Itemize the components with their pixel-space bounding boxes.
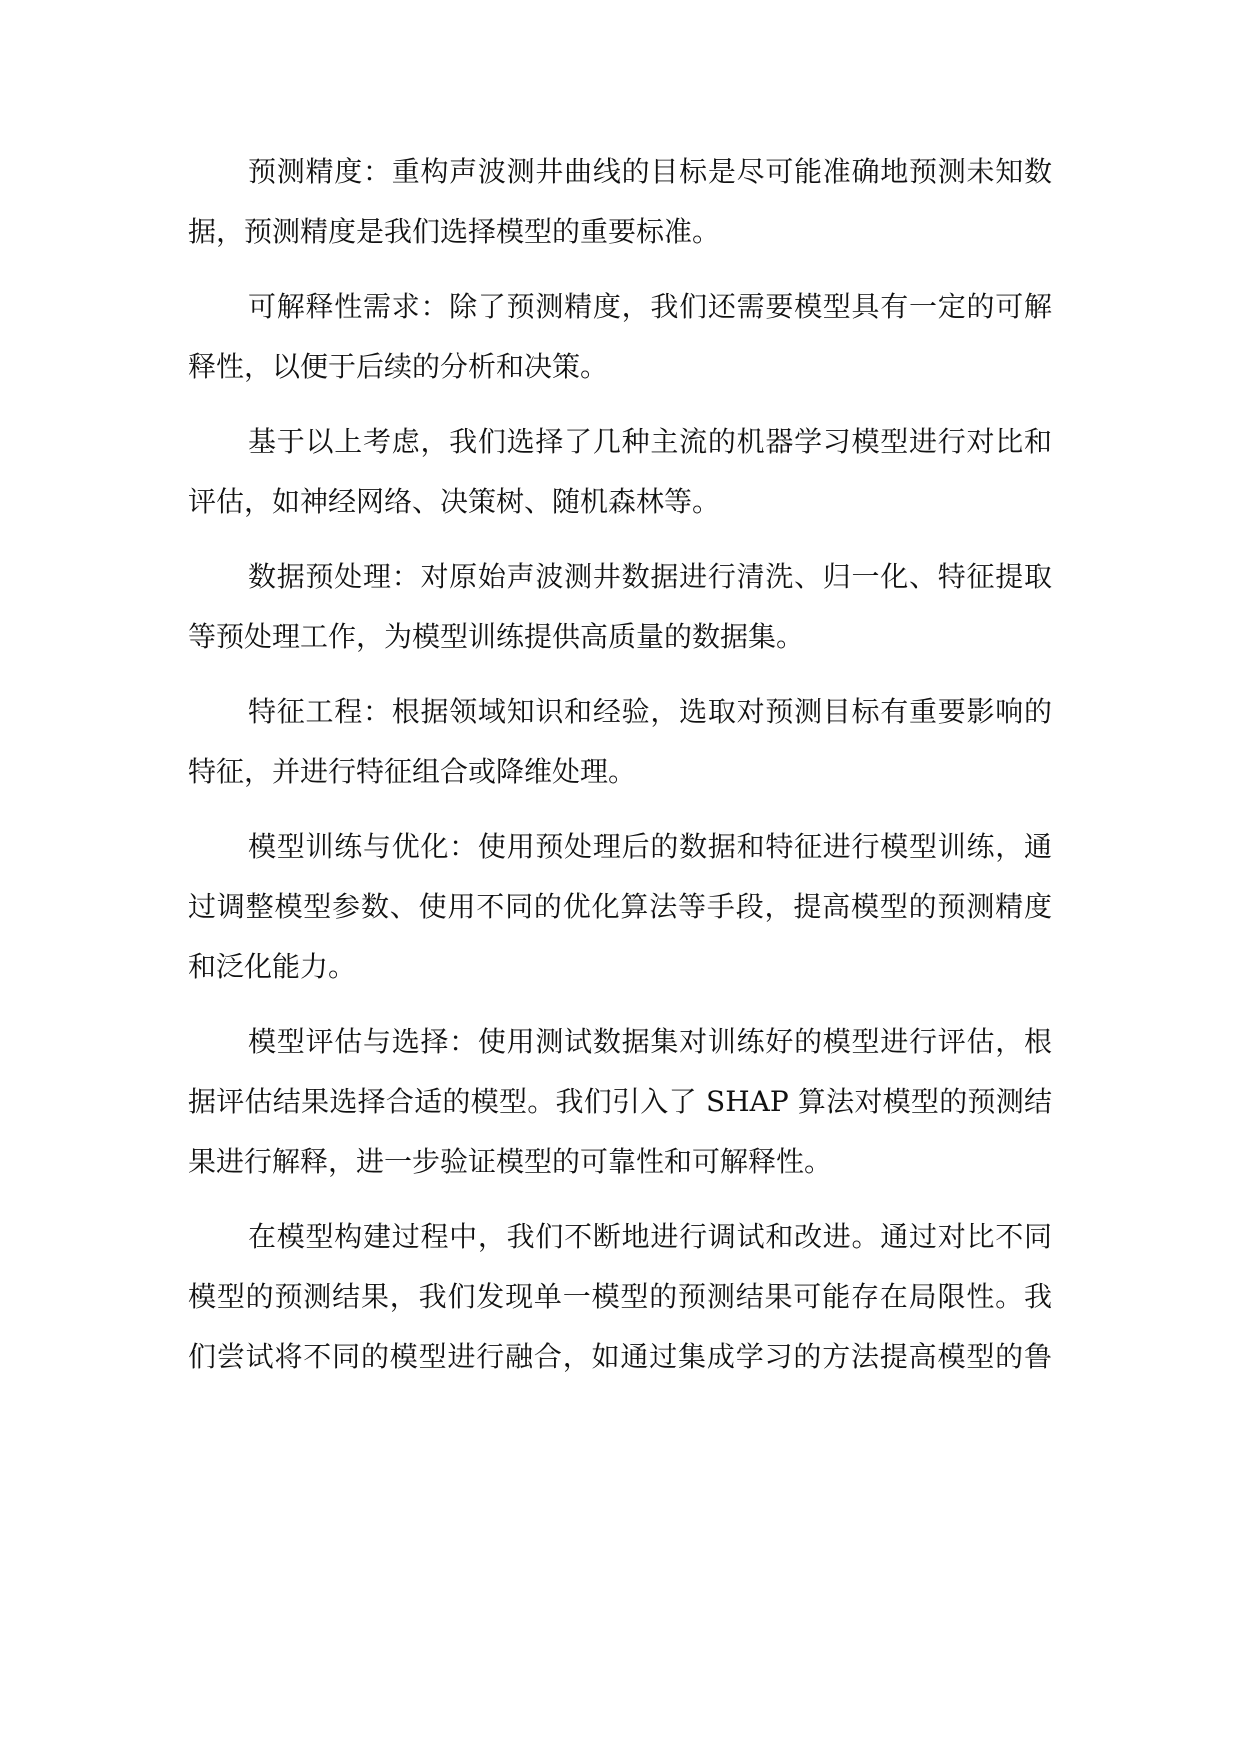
text-line: 数据预处理：对原始声波测井数据进行清洗、归一化、特征提取 [248, 560, 1052, 593]
text-line: 特征，并进行特征组合或降维处理。 [188, 755, 637, 788]
paragraph-model-selection [188, 412, 1052, 532]
text-line: 特征工程：根据领域知识和经验，选取对预测目标有重要影响的 [248, 695, 1052, 728]
text-line: 可解释性需求：除了预测精度，我们还需要模型具有一定的可解 [248, 290, 1052, 323]
paragraph-model-training [188, 817, 1052, 997]
text-line: 据，预测精度是我们选择模型的重要标准。 [188, 215, 721, 248]
text-line: 和泛化能力。 [188, 950, 357, 983]
text-line: 们尝试将不同的模型进行融合，如通过集成学习的方法提高模型的鲁 [188, 1340, 1052, 1373]
paragraph-prediction-accuracy [188, 142, 1052, 262]
paragraph-model-evaluation [188, 1012, 1052, 1192]
text-line: 在模型构建过程中，我们不断地进行调试和改进。通过对比不同 [248, 1220, 1052, 1253]
text-line: 果进行解释，进一步验证模型的可靠性和可解释性。 [188, 1145, 833, 1178]
text-line: 基于以上考虑，我们选择了几种主流的机器学习模型进行对比和 [248, 425, 1052, 458]
text-line: 模型评估与选择：使用测试数据集对训练好的模型进行评估，根 [248, 1025, 1052, 1058]
text-line: 预测精度：重构声波测井曲线的目标是尽可能准确地预测未知数 [248, 155, 1052, 188]
paragraph-feature-engineering [188, 682, 1052, 802]
text-line: 模型训练与优化：使用预处理后的数据和特征进行模型训练，通 [248, 830, 1052, 863]
body-text [188, 142, 1052, 1402]
text-line: 据评估结果选择合适的模型。我们引入了 SHAP 算法对模型的预测结 [188, 1085, 1052, 1118]
paragraph-interpretability-needs [188, 277, 1052, 397]
text-line: 评估，如神经网络、决策树、随机森林等。 [188, 485, 721, 518]
text-line: 过调整模型参数、使用不同的优化算法等手段，提高模型的预测精度 [188, 890, 1052, 923]
text-line: 释性，以便于后续的分析和决策。 [188, 350, 609, 383]
paragraph-data-preprocessing [188, 547, 1052, 667]
text-line: 等预处理工作，为模型训练提供高质量的数据集。 [188, 620, 805, 653]
text-line: 模型的预测结果，我们发现单一模型的预测结果可能存在局限性。我 [188, 1280, 1052, 1313]
paragraph-model-building-process [188, 1207, 1052, 1387]
